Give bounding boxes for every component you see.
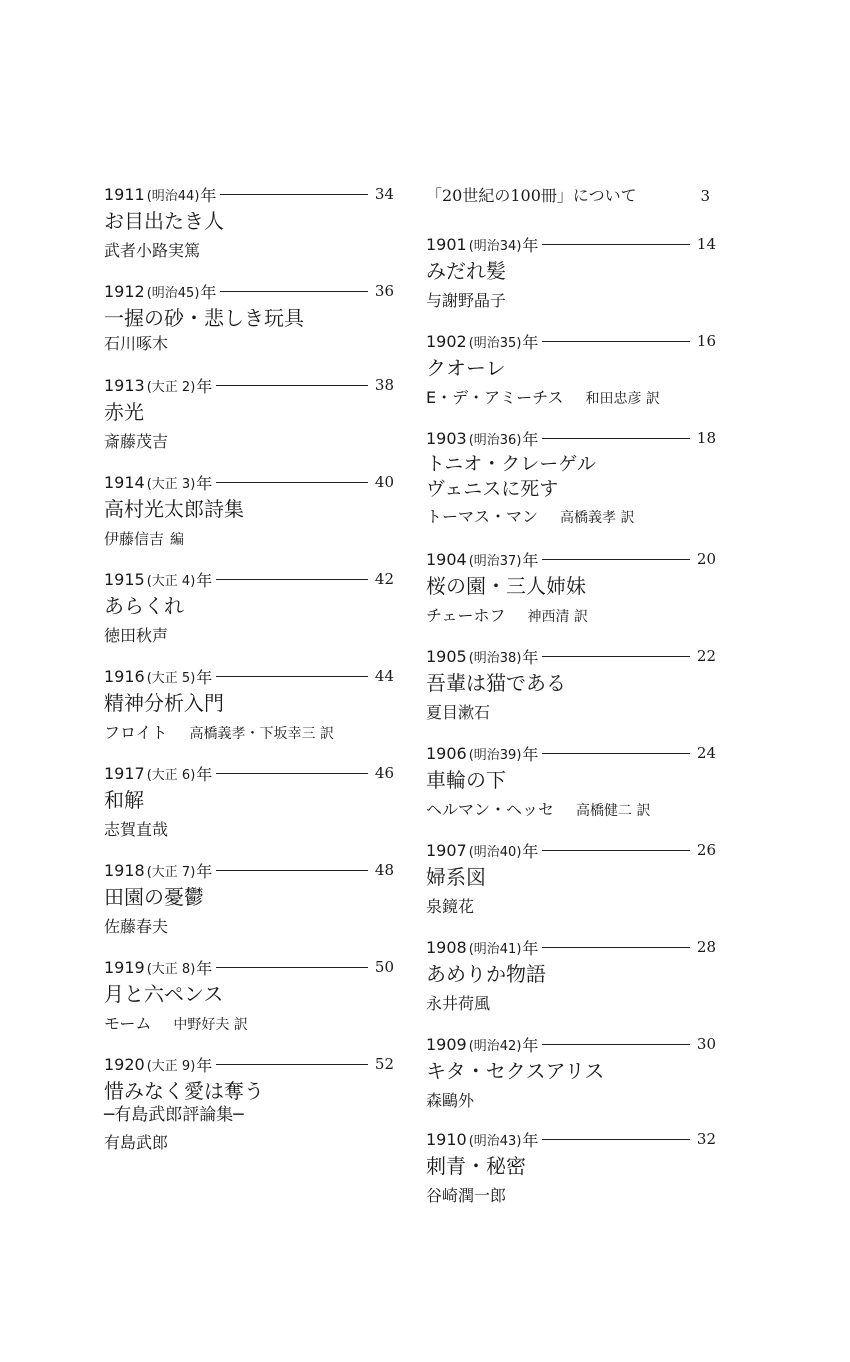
entry-year-suffix: 年 [522, 744, 539, 764]
dot-leader [216, 870, 368, 871]
entry-year-suffix: 年 [522, 1130, 539, 1150]
entry-page-number: 38 [374, 376, 394, 394]
entry-year-suffix: 年 [200, 282, 217, 302]
entry-title: あらくれ [104, 594, 184, 618]
entry-era: (明治45) [146, 285, 200, 301]
entry-title: トニオ・クレーゲル [426, 453, 596, 475]
entry-title: みだれ髪 [426, 259, 506, 283]
entry-year-suffix: 年 [522, 429, 539, 449]
entry-page-number: 32 [696, 1130, 716, 1148]
toc-entry[interactable] [104, 374, 394, 453]
entry-era: (大正 2) [146, 379, 196, 395]
entry-author: E・デ・アミーチス [426, 388, 564, 407]
entry-author-line [426, 506, 716, 529]
dot-leader [216, 773, 368, 774]
dot-leader [542, 438, 690, 439]
entry-author: モーム [104, 1014, 152, 1033]
entry-era: (大正 7) [146, 864, 196, 880]
entry-year: 1912 [104, 281, 145, 301]
entry-translator: 高橋義孝・下坂幸三 訳 [189, 726, 334, 742]
dot-leader [542, 559, 690, 560]
entry-title: 一握の砂・悲しき玩具 [104, 306, 304, 330]
entry-author-line [104, 722, 394, 745]
toc-entry[interactable] [426, 548, 716, 628]
entry-author: 森鷗外 [426, 1091, 475, 1110]
entry-page-number: 26 [696, 841, 716, 859]
entry-era: (明治43) [468, 1133, 522, 1149]
entry-author-line [104, 333, 394, 355]
entry-translator: 和田忠彦 訳 [585, 391, 660, 407]
dot-leader [542, 656, 690, 657]
entry-year-suffix: 年 [522, 647, 539, 667]
entry-translator: 編 [170, 532, 185, 548]
entry-author: 泉鏡花 [426, 897, 475, 916]
entry-author-line [426, 702, 716, 724]
entry-page-number: 22 [696, 647, 716, 665]
entry-page-number: 52 [374, 1055, 394, 1073]
entry-author-line [104, 528, 394, 551]
entry-title: 刺青・秘密 [426, 1154, 526, 1178]
entry-title: 車輪の下 [426, 768, 506, 792]
entry-author-line [104, 1013, 394, 1036]
dot-leader [542, 753, 690, 754]
dot-leader [216, 676, 368, 677]
entry-year-suffix: 年 [196, 473, 213, 493]
entry-title: 精神分析入門 [104, 691, 224, 715]
entry-author: 斎藤茂吉 [104, 432, 169, 451]
entry-year-suffix: 年 [196, 570, 213, 590]
entry-era: (明治38) [468, 650, 522, 666]
toc-entry[interactable] [426, 839, 716, 918]
entry-author: 佐藤春夫 [104, 917, 169, 936]
entry-author: チェーホフ [426, 606, 506, 625]
entry-translator: 高橋義孝 訳 [560, 510, 635, 526]
toc-entry[interactable] [104, 859, 394, 938]
entry-title: 桜の園・三人姉妹 [426, 574, 586, 598]
entry-era: (大正 6) [146, 767, 196, 783]
entry-author: 石川啄木 [104, 334, 169, 353]
entry-author: ヘルマン・ヘッセ [426, 800, 555, 819]
entry-year: 1910 [426, 1129, 467, 1149]
entry-year-suffix: 年 [196, 861, 213, 881]
dot-leader [542, 1139, 690, 1140]
entry-year: 1919 [104, 957, 145, 977]
entry-page-number: 34 [374, 185, 394, 203]
entry-year-suffix: 年 [522, 332, 539, 352]
toc-entry[interactable] [104, 956, 394, 1036]
entry-page-number: 18 [696, 429, 716, 447]
entry-era: (明治34) [468, 238, 522, 254]
entry-year-suffix: 年 [522, 235, 539, 255]
entry-page-number: 44 [374, 667, 394, 685]
entry-author: 徳田秋声 [104, 626, 169, 645]
entry-title: お目出たき人 [104, 209, 224, 233]
entry-title: 吾輩は猫である [426, 671, 566, 695]
dot-leader [216, 482, 368, 483]
entry-author: 永井荷風 [426, 994, 491, 1013]
entry-era: (明治37) [468, 553, 522, 569]
entry-author-line [426, 1090, 716, 1112]
entry-page-number: 42 [374, 570, 394, 588]
toc-entry[interactable] [426, 936, 716, 1015]
entry-title: 赤光 [104, 400, 144, 424]
entry-year: 1916 [104, 666, 145, 686]
entry-year: 1906 [426, 743, 467, 763]
dot-leader [542, 850, 690, 851]
entry-author-line [104, 916, 394, 938]
entry-year: 1901 [426, 234, 467, 254]
entry-page-number: 36 [374, 282, 394, 300]
entry-era: (明治40) [468, 844, 522, 860]
entry-page-number: 16 [696, 332, 716, 350]
entry-year: 1918 [104, 860, 145, 880]
entry-author-line [426, 993, 716, 1015]
entry-year: 1903 [426, 428, 467, 448]
entry-translator: 神西清 訳 [527, 609, 588, 625]
toc-entry[interactable] [426, 742, 716, 822]
entry-title: 田園の憂鬱 [104, 885, 204, 909]
toc-entry[interactable] [104, 183, 394, 262]
toc-entry[interactable] [426, 645, 716, 724]
entry-author-line [426, 799, 716, 822]
dot-leader [542, 244, 690, 245]
entry-page-number: 3 [700, 187, 710, 205]
entry-era: (大正 5) [146, 670, 196, 686]
entry-author: 有島武郎 [104, 1133, 169, 1152]
entry-page-number: 46 [374, 764, 394, 782]
toc-entry[interactable] [426, 1033, 716, 1112]
entry-era: (明治35) [468, 335, 522, 351]
entry-translator: 高橋健二 訳 [576, 803, 651, 819]
entry-year: 1911 [104, 184, 145, 204]
entry-author-line [426, 290, 716, 312]
entry-title: 高村光太郎詩集 [104, 497, 244, 521]
entry-title: キタ・セクスアリス [426, 1059, 605, 1083]
entry-era: (明治36) [468, 432, 522, 448]
entry-year-suffix: 年 [200, 185, 217, 205]
toc-entry[interactable] [426, 1128, 716, 1207]
entry-author-line [426, 605, 716, 628]
entry-author: 谷崎潤一郎 [426, 1186, 507, 1205]
entry-author: 夏目漱石 [426, 703, 491, 722]
entry-author-line [104, 625, 394, 647]
entry-year-suffix: 年 [522, 841, 539, 861]
dot-leader [542, 947, 690, 948]
entry-year: 1909 [426, 1034, 467, 1054]
entry-author-line [104, 819, 394, 841]
entry-year-suffix: 年 [522, 1035, 539, 1055]
entry-translator: 中野好夫 訳 [173, 1017, 248, 1033]
entry-year: 1913 [104, 375, 145, 395]
entry-era: (明治44) [146, 188, 200, 204]
entry-author-line [426, 1185, 716, 1207]
entry-era: (大正 9) [146, 1058, 196, 1074]
entry-year: 1920 [104, 1054, 145, 1074]
entry-year: 1905 [426, 646, 467, 666]
entry-year-suffix: 年 [196, 1055, 213, 1075]
entry-year-suffix: 年 [196, 764, 213, 784]
entry-title: 婦系図 [426, 865, 486, 889]
entry-title: あめりか物語 [426, 962, 546, 986]
entry-title: クオーレ [426, 356, 506, 380]
entry-year: 1904 [426, 549, 467, 569]
entry-page-number: 30 [696, 1035, 716, 1053]
entry-era: (明治42) [468, 1038, 522, 1054]
toc-entry[interactable] [104, 1053, 394, 1154]
toc-entry[interactable] [104, 762, 394, 841]
entry-page-number: 14 [696, 235, 716, 253]
entry-author: 伊藤信吉 [104, 530, 165, 548]
entry-era: (明治39) [468, 747, 522, 763]
entry-year-suffix: 年 [196, 376, 213, 396]
dot-leader [216, 967, 368, 968]
entry-author: 志賀直哉 [104, 820, 169, 839]
entry-author: 武者小路実篤 [104, 241, 201, 260]
entry-author: 与謝野晶子 [426, 291, 507, 310]
entry-era: (大正 4) [146, 573, 196, 589]
entry-author-line [104, 240, 394, 262]
entry-page-number: 24 [696, 744, 716, 762]
entry-year-suffix: 年 [196, 667, 213, 687]
entry-year: 1902 [426, 331, 467, 351]
entry-page-number: 50 [374, 958, 394, 976]
entry-year: 1907 [426, 840, 467, 860]
entry-author: トーマス・マン [426, 507, 539, 526]
toc-intro-entry[interactable] [426, 183, 716, 206]
entry-page-number: 28 [696, 938, 716, 956]
dot-leader [216, 385, 368, 386]
entry-subtitle: ヴェニスに死す [426, 478, 559, 500]
dot-leader [220, 291, 368, 292]
intro-title: 「20世紀の100冊」について [426, 186, 637, 205]
dot-leader [216, 579, 368, 580]
toc-entry[interactable] [426, 330, 716, 410]
dot-leader [542, 341, 690, 342]
entry-era: (大正 8) [146, 961, 196, 977]
entry-era: (大正 3) [146, 476, 196, 492]
toc-entry[interactable] [426, 427, 716, 529]
entry-year: 1917 [104, 763, 145, 783]
entry-title: 惜みなく愛は奪う [104, 1079, 264, 1103]
dot-leader [220, 194, 368, 195]
entry-author-line [426, 387, 716, 410]
toc-entry[interactable] [104, 665, 394, 745]
entry-year: 1908 [426, 937, 467, 957]
entry-page-number: 20 [696, 550, 716, 568]
entry-author-line [426, 896, 716, 918]
entry-author-line [104, 431, 394, 453]
entry-subtitle: ─有島武郎評論集─ [104, 1105, 244, 1125]
entry-title: 月と六ペンス [104, 982, 224, 1006]
entry-year: 1914 [104, 472, 145, 492]
entry-page-number: 48 [374, 861, 394, 879]
dot-leader [216, 1064, 368, 1065]
dot-leader [542, 1044, 690, 1045]
toc-entry[interactable] [104, 471, 394, 551]
toc-entry[interactable] [104, 280, 394, 355]
entry-year-suffix: 年 [522, 938, 539, 958]
toc-entry[interactable] [104, 568, 394, 647]
entry-title: 和解 [104, 788, 144, 812]
entry-year: 1915 [104, 569, 145, 589]
entry-author: フロイト [104, 723, 168, 742]
entry-year-suffix: 年 [196, 958, 213, 978]
entry-era: (明治41) [468, 941, 522, 957]
toc-entry[interactable] [426, 233, 716, 312]
entry-author-line [104, 1132, 394, 1154]
entry-year-suffix: 年 [522, 550, 539, 570]
entry-page-number: 40 [374, 473, 394, 491]
